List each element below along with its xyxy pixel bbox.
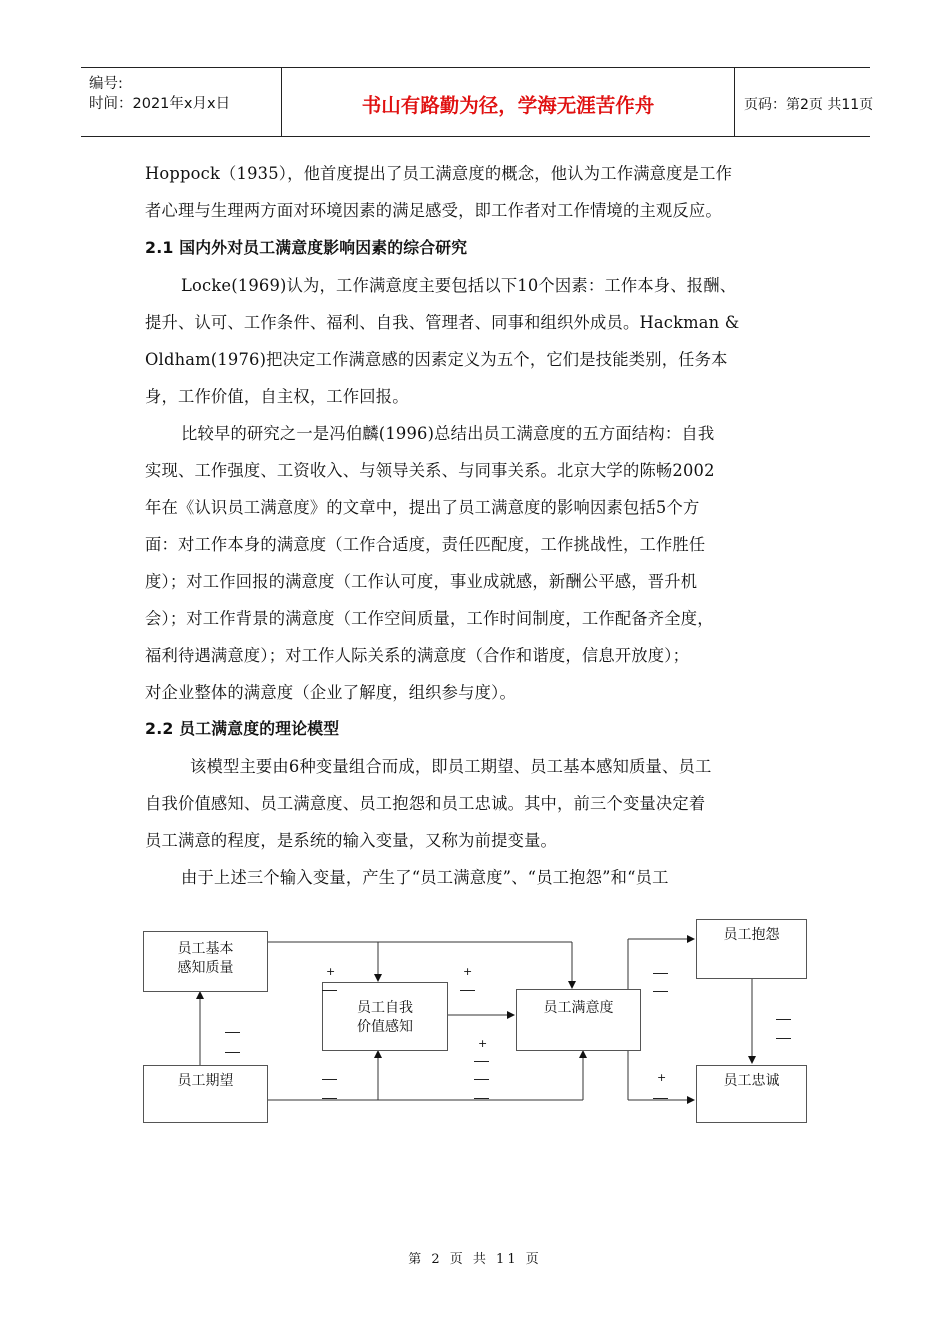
minus-sign (474, 1098, 489, 1099)
header-page-cell (734, 68, 874, 136)
document-date-label: 时间：2021年x月x日 (89, 96, 231, 112)
header-motto-cell (281, 68, 735, 136)
paragraph-line: 度）；对工作回报的满意度（工作认可度，事业成就感，新酬公平感，晋升机 (145, 572, 698, 591)
paragraph-line: 该模型主要由6种变量组合而成，即员工期望、员工基本感知质量、员工 (190, 757, 712, 776)
box-employee-satisfaction: 员工满意度 (516, 989, 641, 1051)
paragraph-line: 者心理与生理两方面对环境因素的满足感受，即工作者对工作情境的主观反应。 (145, 201, 722, 220)
plus-sign: + (657, 1071, 667, 1084)
paragraph-line: 自我价值感知、员工满意度、员工抱怨和员工忠诚。其中，前三个变量决定着 (145, 794, 706, 813)
document-number-label: 编号: (89, 76, 123, 92)
paragraph-line: 福利待遇满意度）；对工作人际关系的满意度（合作和谐度，信息开放度）； (145, 646, 690, 665)
paragraph-line: 员工满意的程度，是系统的输入变量，又称为前提变量。 (145, 831, 558, 850)
minus-sign (322, 1079, 337, 1080)
minus-sign (653, 991, 668, 992)
box-basic-perception-quality: 员工基本 感知质量 (143, 931, 268, 992)
plus-sign: + (478, 1037, 488, 1050)
employee-satisfaction-model-diagram (130, 905, 830, 1145)
paragraph-line: Hoppock（1935），他首度提出了员工满意度的概念，他认为工作满意度是工作 (145, 164, 733, 183)
box-employee-loyalty: 员工忠诚 (696, 1065, 807, 1123)
minus-sign (225, 1032, 240, 1033)
box-self-value-perception: 员工自我 价值感知 (322, 982, 448, 1051)
box-employee-expectation: 员工期望 (143, 1065, 268, 1123)
paragraph-line: 会）；对工作背景的满意度（工作空间质量，工作时间制度，工作配备齐全度， (145, 609, 714, 628)
paragraph-line: 比较早的研究之一是冯伯麟(1996)总结出员工满意度的五方面结构：自我 (181, 424, 715, 443)
paragraph-line: 由于上述三个输入变量，产生了“员工满意度”、“员工抱怨”和“员工 (181, 868, 669, 887)
box-employee-complaint: 员工抱怨 (696, 919, 807, 979)
paragraph-line: 对企业整体的满意度（企业了解度，组织参与度）。 (145, 683, 516, 702)
paragraph-line: 面：对工作本身的满意度（工作合适度，责任匹配度，工作挑战性，工作胜任 (145, 535, 706, 554)
minus-sign (776, 1019, 791, 1020)
minus-sign (225, 1052, 240, 1053)
paragraph-line: Locke(1969)认为，工作满意度主要包括以下10个因素：工作本身、报酬、 (181, 276, 737, 295)
section-heading-2-2: 2.2 员工满意度的理论模型 (145, 719, 340, 738)
minus-sign (460, 990, 475, 991)
page-footer: 第 2 页 共 11 页 (408, 1252, 542, 1267)
minus-sign (322, 1098, 337, 1099)
paragraph-line: 身，工作价值，自主权，工作回报。 (145, 387, 409, 406)
minus-sign (322, 990, 337, 991)
page-header (81, 67, 874, 137)
minus-sign (653, 1098, 668, 1099)
minus-sign (474, 1061, 489, 1062)
paragraph-line: 年在《认识员工满意度》的文章中，提出了员工满意度的影响因素包括5个方 (145, 498, 700, 517)
header-motto: 书山有路勤为径，学海无涯苦作舟 (361, 94, 655, 117)
plus-sign: + (326, 965, 336, 978)
paragraph-line: Oldham(1976)把决定工作满意感的因素定义为五个，它们是技能类别，任务本 (145, 350, 728, 369)
minus-sign (776, 1038, 791, 1039)
paragraph-line: 实现、工作强度、工资收入、与领导关系、与同事关系。北京大学的陈畅2002 (145, 461, 715, 480)
minus-sign (474, 1079, 489, 1080)
section-heading-2-1: 2.1 国内外对员工满意度影响因素的综合研究 (145, 238, 468, 257)
plus-sign: + (463, 965, 473, 978)
minus-sign (653, 973, 668, 974)
header-meta-cell (81, 68, 281, 136)
header-page-info: 页码：第2页 共11页 (744, 97, 874, 113)
paragraph-line: 提升、认可、工作条件、福利、自我、管理者、同事和组织外成员。Hackman & (145, 313, 740, 332)
